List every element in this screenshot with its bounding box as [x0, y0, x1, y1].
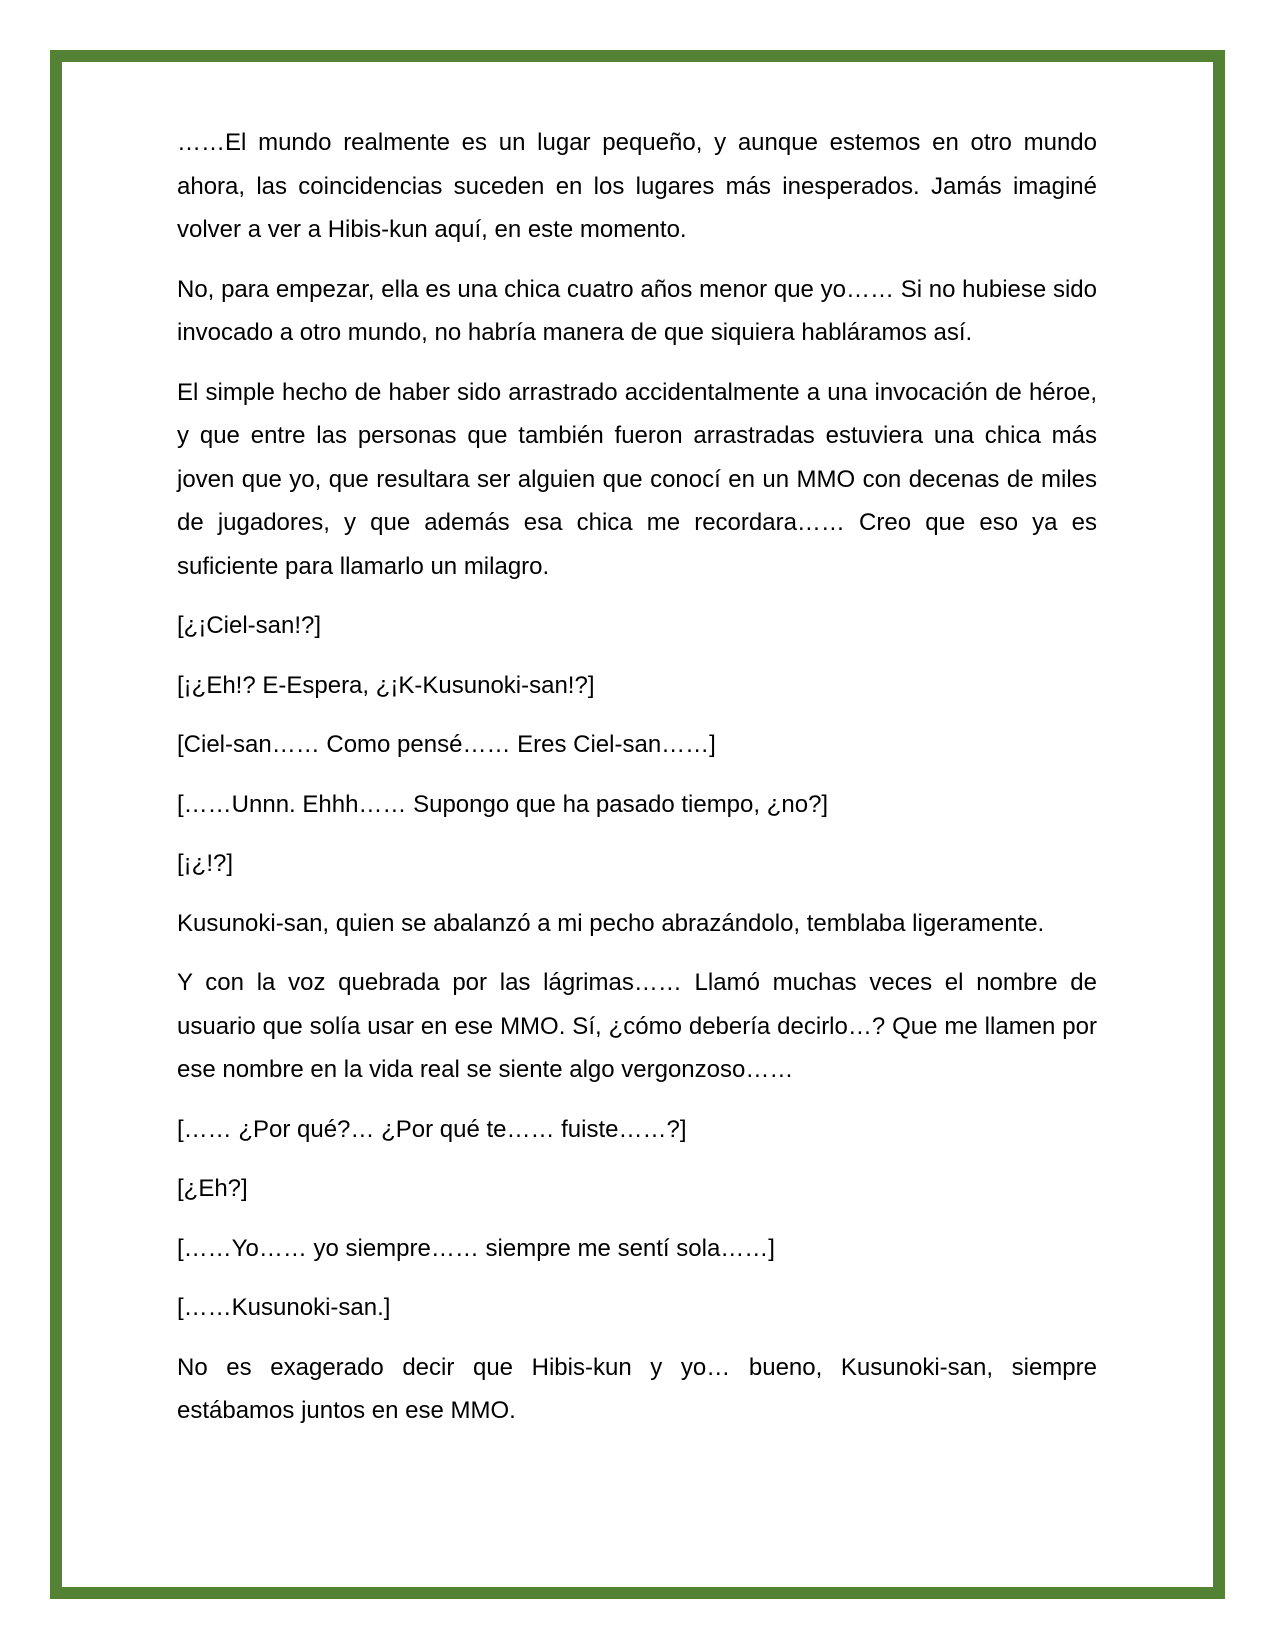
document-body [177, 121, 1097, 1449]
paragraph: No, para empezar, ella es una chica cuatro años menor que yo…… Si no hubiese sido invocado a otro mundo, no habría manera de que siquiera habláramos así. [177, 275, 1097, 346]
dialogue-line: [Ciel-san…… Como pensé…… Eres Ciel-san……] [177, 731, 716, 758]
dialogue-line: [……Yo…… yo siempre…… siempre me sentí sola……] [177, 1234, 775, 1262]
paragraph: El simple hecho de haber sido arrastrado accidentalmente a una invocación de héroe, y que entre las personas que también fueron arrastradas estuviera una chica más joven que yo, que resultara ser alguien que conocí en un MMO con decenas de miles de jugadores, y que además esa chica me recordara…… Creo que eso ya es suficiente para llamarlo un milagro. [177, 378, 1097, 580]
dialogue-line: [¡¿!?] [177, 850, 234, 877]
dialogue-line: [¡¿Eh!? E-Espera, ¿¡K-Kusunoki-san!?] [177, 671, 595, 699]
paragraph: No es exagerado decir que Hibis-kun y yo… bueno, Kusunoki-san, siempre estábamos juntos en ese MMO. [177, 1353, 1097, 1424]
paragraph: Kusunoki-san, quien se abalanzó a mi pecho abrazándolo, temblaba ligeramente. [177, 909, 1045, 937]
dialogue-line: [……Unnn. Ehhh…… Supongo que ha pasado tiempo, ¿no?] [177, 790, 829, 818]
paragraph: Y con la voz quebrada por las lágrimas…… Llamó muchas veces el nombre de usuario que solía usar en ese MMO. Sí, ¿cómo debería decirlo…? Que me llamen por ese nombre en la vida real se siente algo vergonzoso…… [177, 969, 1097, 1083]
paragraph: ……El mundo realmente es un lugar pequeño, y aunque estemos en otro mundo ahora, las coincidencias suceden en los lugares más inesperados. Jamás imaginé volver a ver a Hibis-kun aquí, en este momento. [177, 129, 1097, 243]
dialogue-line: [¿¡Ciel-san!?] [177, 612, 322, 639]
dialogue-line: [……Kusunoki-san.] [177, 1294, 391, 1321]
dialogue-line: [¿Eh?] [177, 1175, 248, 1202]
dialogue-line: […… ¿Por qué?… ¿Por qué te…… fuiste……?] [177, 1115, 687, 1143]
